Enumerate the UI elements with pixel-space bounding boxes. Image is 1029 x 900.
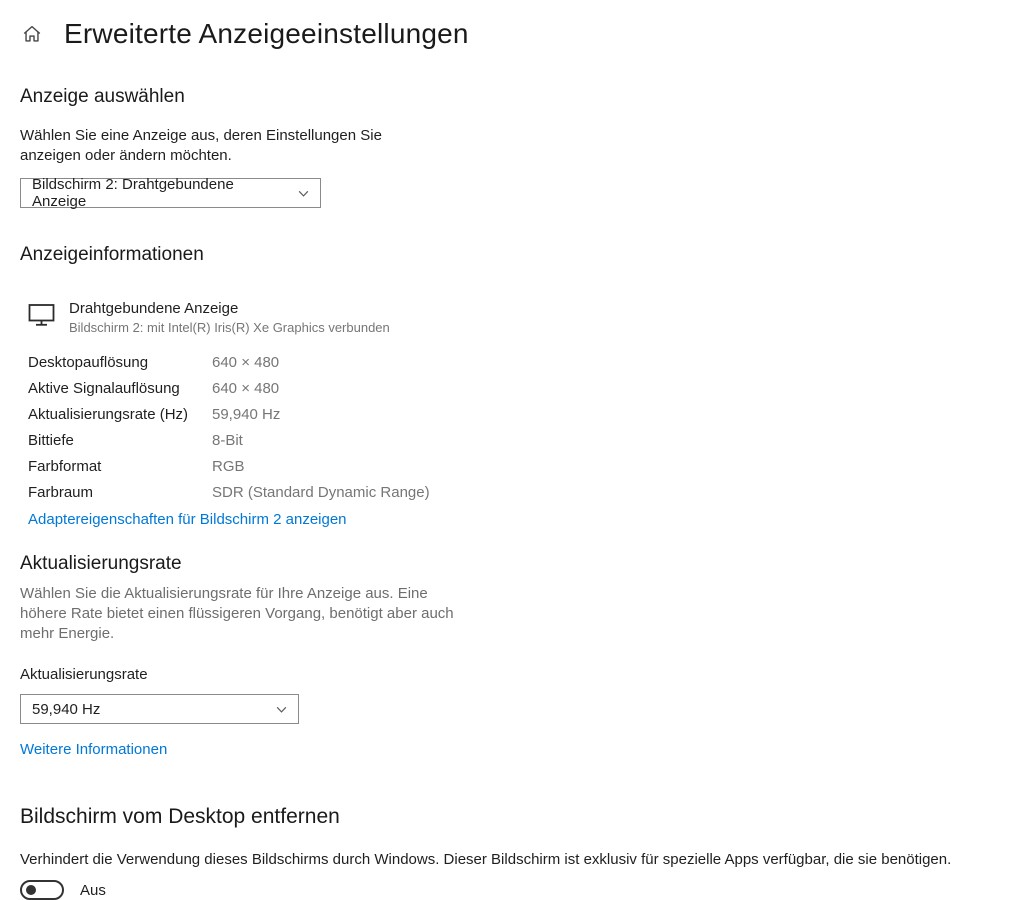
device-summary [20,300,1029,335]
info-value: RGB [212,457,245,475]
info-row-bit-depth [28,427,1029,453]
info-row-color-format [28,453,1029,479]
toggle-knob [26,885,36,895]
info-value: 640 × 480 [212,379,280,397]
page-header [20,18,1029,50]
info-value: SDR (Standard Dynamic Range) [212,483,430,501]
monitor-icon [28,302,55,333]
info-label: Aktive Signalauflösung [28,379,180,397]
refresh-rate-dropdown-label: Aktualisierungsrate [20,666,148,683]
chevron-down-icon [275,703,288,716]
choose-display-description: Wählen Sie eine Anzeige aus, deren Einstellungen Sie anzeigen oder ändern möchten. [20,127,382,164]
info-value: 8-Bit [212,431,243,449]
remove-display-toggle-row [20,880,1029,900]
refresh-rate-heading: Aktualisierungsrate [20,553,182,574]
info-label: Desktopauflösung [28,353,149,371]
display-info-heading: Anzeigeinformationen [20,244,204,265]
device-name: Drahtgebundene Anzeige [69,300,239,317]
info-label: Farbformat [28,457,102,475]
info-value: 59,940 Hz [212,405,281,423]
remove-display-heading: Bildschirm vom Desktop entfernen [20,805,340,828]
display-select-value: Bildschirm 2: Drahtgebundene Anzeige [32,176,234,210]
info-row-refresh-rate [28,401,1029,427]
remove-display-description: Verhindert die Verwendung dieses Bildschirms durch Windows. Dieser Bildschirm ist exklusiv für spezielle Apps verfügbar, die sie benötigen. [20,851,952,868]
info-row-desktop-resolution [28,349,1029,375]
info-label: Farbraum [28,483,94,501]
device-detail: Bildschirm 2: mit Intel(R) Iris(R) Xe Graphics verbunden [69,320,390,335]
adapter-properties-link[interactable]: Adaptereigenschaften für Bildschirm 2 anzeigen [28,511,347,528]
refresh-rate-value: 59,940 Hz [32,700,101,718]
home-icon[interactable] [20,22,44,46]
display-select-dropdown[interactable] [20,178,321,208]
display-info-table [20,349,1029,529]
info-label: Bittiefe [28,431,74,449]
toggle-state-label: Aus [80,881,106,899]
device-text [69,300,390,335]
page-title: Erweiterte Anzeigeeinstellungen [64,18,469,49]
chevron-down-icon [297,187,310,200]
remove-display-toggle[interactable] [20,880,64,900]
info-row-signal-resolution [28,375,1029,401]
info-value: 640 × 480 [212,353,280,371]
refresh-rate-dropdown[interactable] [20,694,299,724]
info-row-color-space [28,479,1029,505]
more-info-link[interactable]: Weitere Informationen [20,741,168,758]
choose-display-heading: Anzeige auswählen [20,86,185,107]
refresh-rate-description: Wählen Sie die Aktualisierungsrate für Ihre Anzeige aus. Eine höhere Rate bietet einen flüssigeren Vorgang, benötigt aber auch mehr Energie. [20,585,454,642]
info-label: Aktualisierungsrate (Hz) [28,405,189,423]
